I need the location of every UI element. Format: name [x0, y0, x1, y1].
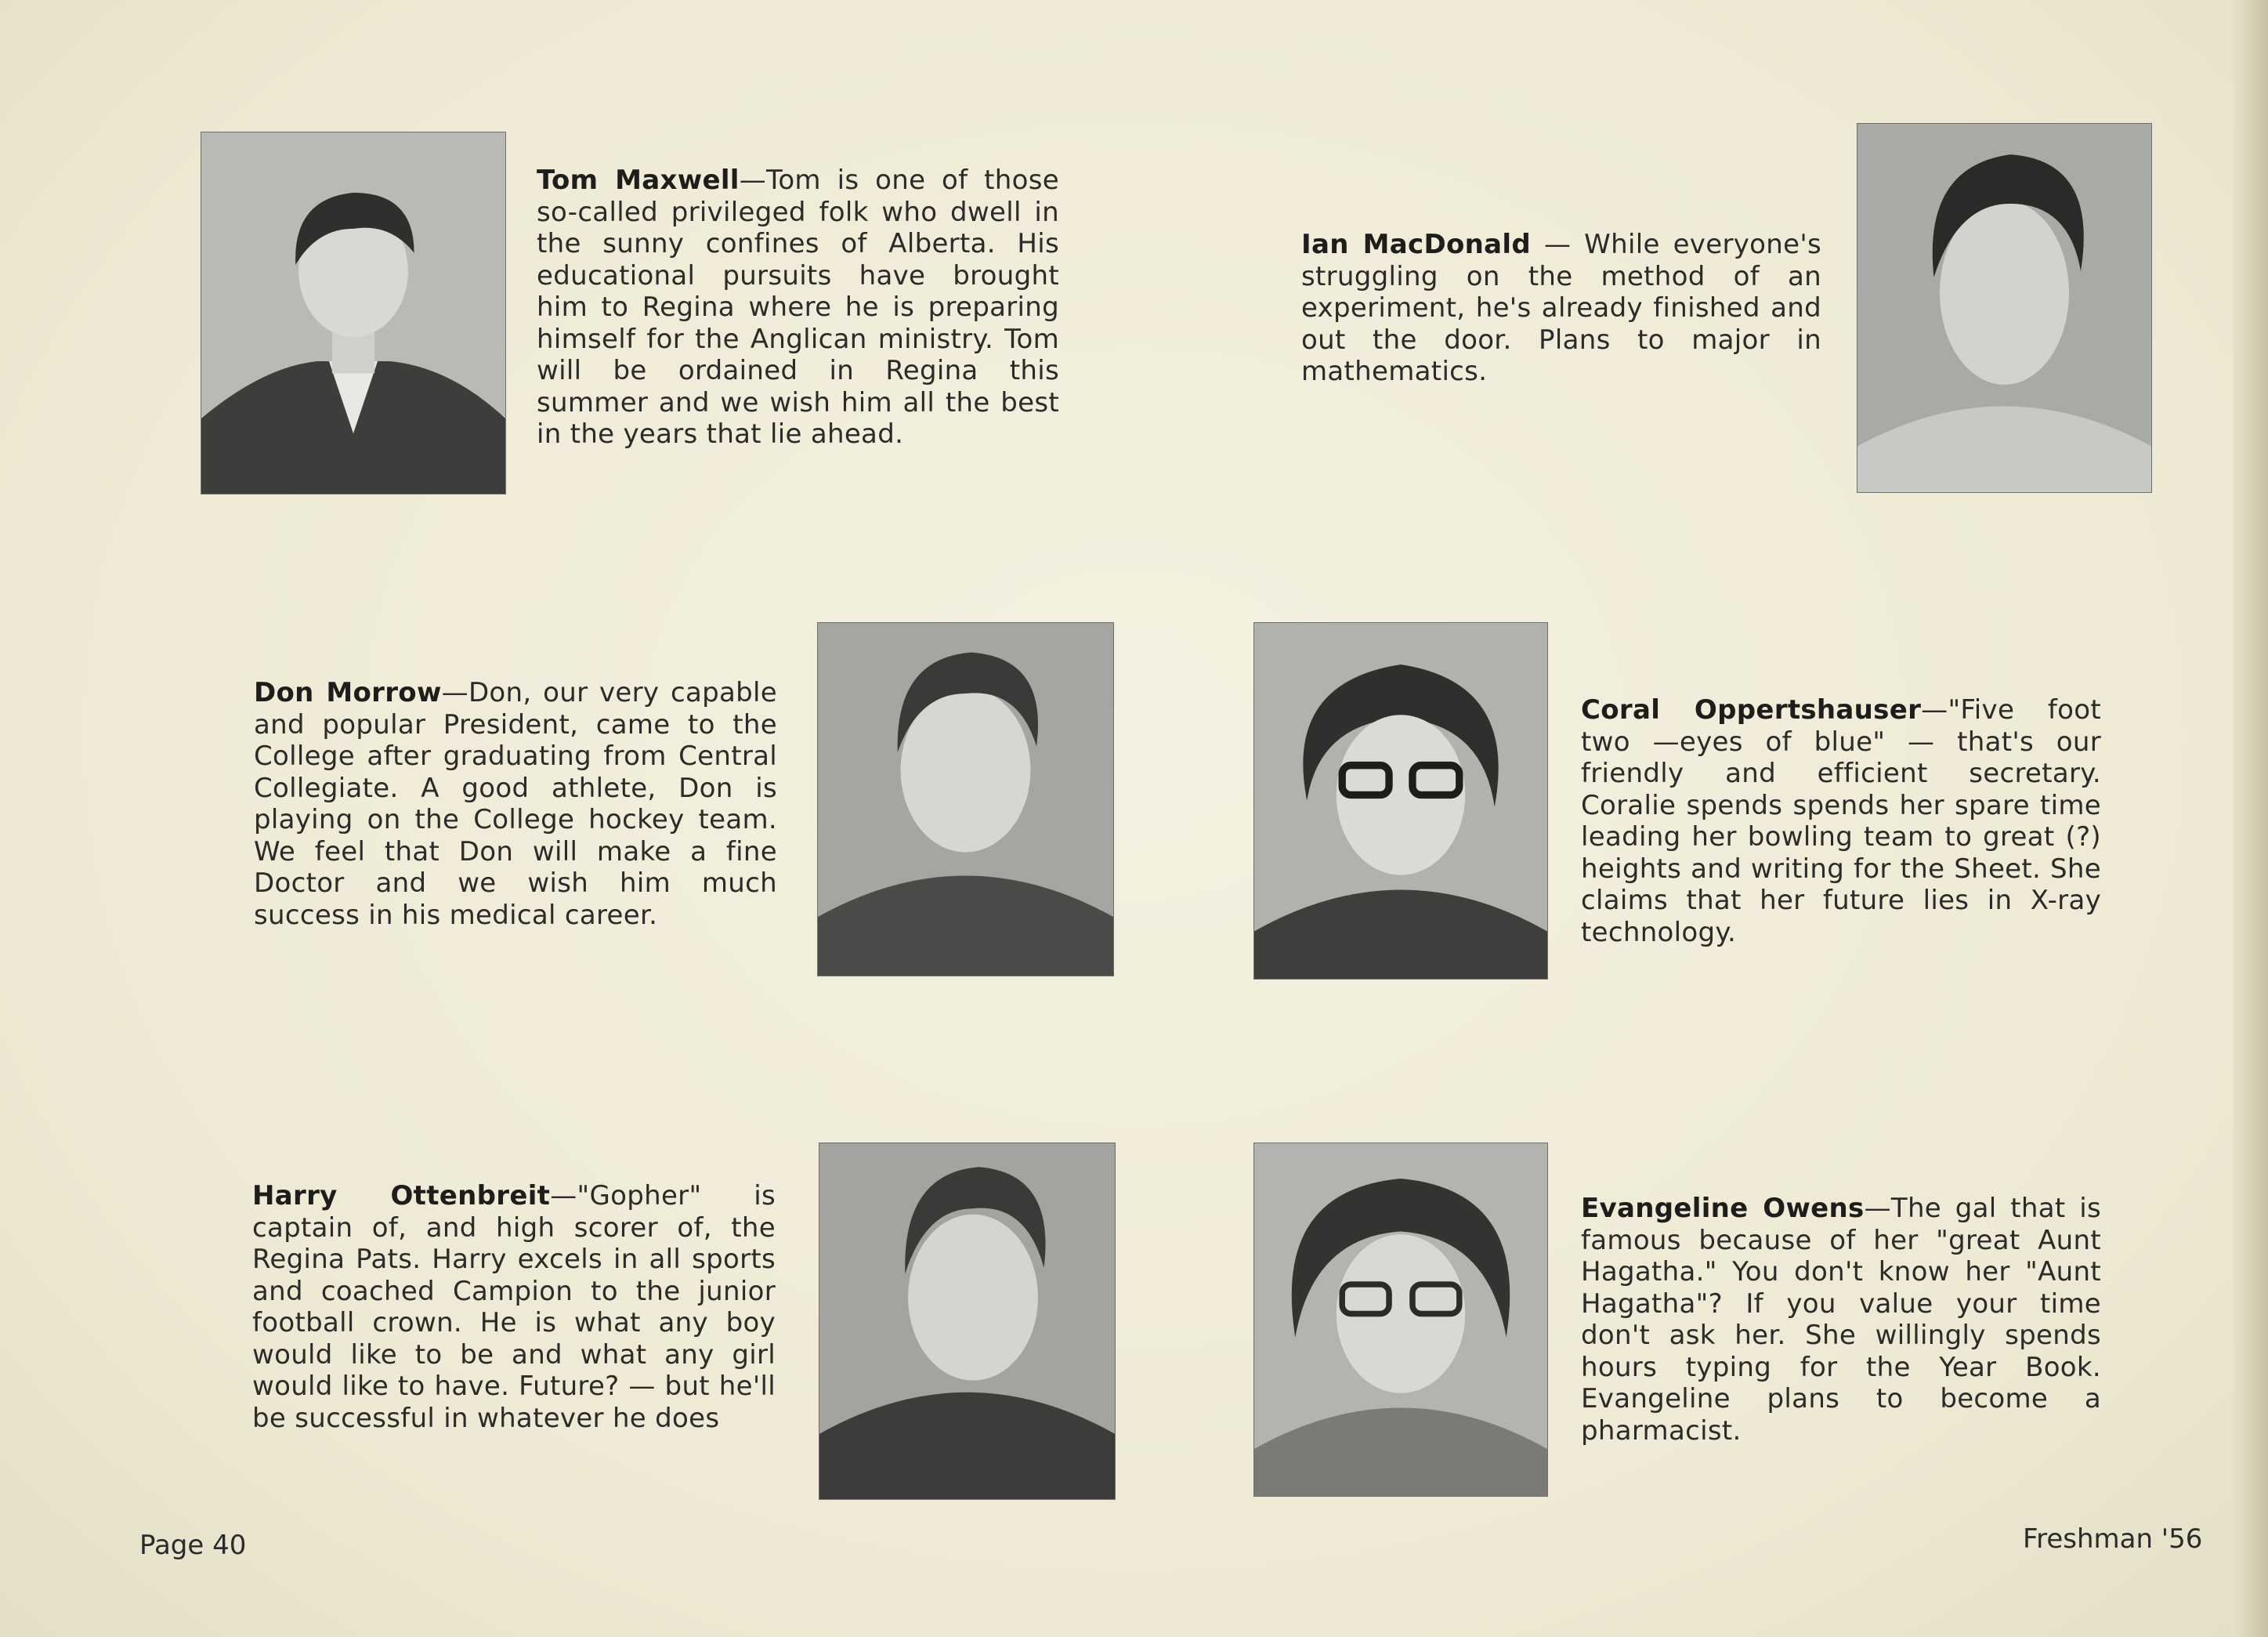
student-bio-text: —"Five foot two —eyes of blue" — that's our friendly and efficient secretary. Coralie spends spends her spare time leading her bowling team to great (?) heights and writing for the Sheet. She claims that her future lies in X-ray technology.	[1581, 694, 2101, 948]
portrait-coral-oppertshauser	[1253, 622, 1548, 980]
student-name: Coral Oppertshauser	[1581, 694, 1922, 726]
bio-don-morrow	[254, 677, 777, 931]
bio-evangeline-owens	[1581, 1193, 2101, 1447]
portrait-harry-ottenbreit	[819, 1143, 1116, 1500]
portrait-don-morrow	[817, 622, 1114, 976]
portrait-ian-macdonald	[1857, 123, 2152, 493]
student-bio-text: —Tom is one of those so-called privileged folk who dwell in the sunny confines of Alberta. His educational pursuits have brought him to Regina where he is preparing himself for the Anglican ministry. Tom will be ordained in Regina this summer and we wish him all the best in the years that lie ahead.	[537, 165, 1059, 450]
portrait-evangeline-owens	[1253, 1143, 1548, 1497]
bio-ian-macdonald	[1301, 229, 1821, 388]
binding-gutter	[2233, 0, 2268, 1637]
page-number: Page 40	[139, 1530, 247, 1561]
publication-title: Freshman '56	[2023, 1523, 2203, 1555]
student-name: Harry Ottenbreit	[252, 1180, 551, 1211]
bio-harry-ottenbreit	[252, 1180, 776, 1434]
student-name: Ian MacDonald	[1301, 229, 1532, 260]
student-bio-text: —"Gopher" is captain of, and high scorer of, the Regina Pats. Harry excels in all sports and coached Campion to the junior football crown. He is what any boy would like to be and what any girl would like to have. Future? — but he'll be successful in whatever he does	[252, 1180, 776, 1434]
student-name: Tom Maxwell	[537, 165, 740, 196]
portrait-tom-maxwell	[201, 132, 506, 494]
student-bio-text: — While everyone's struggling on the method of an experiment, he's already finished and out the door. Plans to major in mathematics.	[1301, 229, 1821, 387]
student-bio-text: —The gal that is famous because of her "great Aunt Hagatha." You don't know her "Aunt Hagatha"? If you value your time don't ask her. She willingly spends hours typing for the Year Book. Evangeline plans to become a pharmacist.	[1581, 1193, 2101, 1447]
student-name: Evangeline Owens	[1581, 1193, 1865, 1224]
student-name: Don Morrow	[254, 677, 442, 708]
student-bio-text: —Don, our very capable and popular President, came to the College after graduating from Central Collegiate. A good athlete, Don is playing on the College hockey team. We feel that Don will make a fine Doctor and we wish him much success in his medical career.	[254, 677, 777, 931]
bio-tom-maxwell	[537, 165, 1059, 451]
bio-coral-oppertshauser	[1581, 694, 2101, 948]
